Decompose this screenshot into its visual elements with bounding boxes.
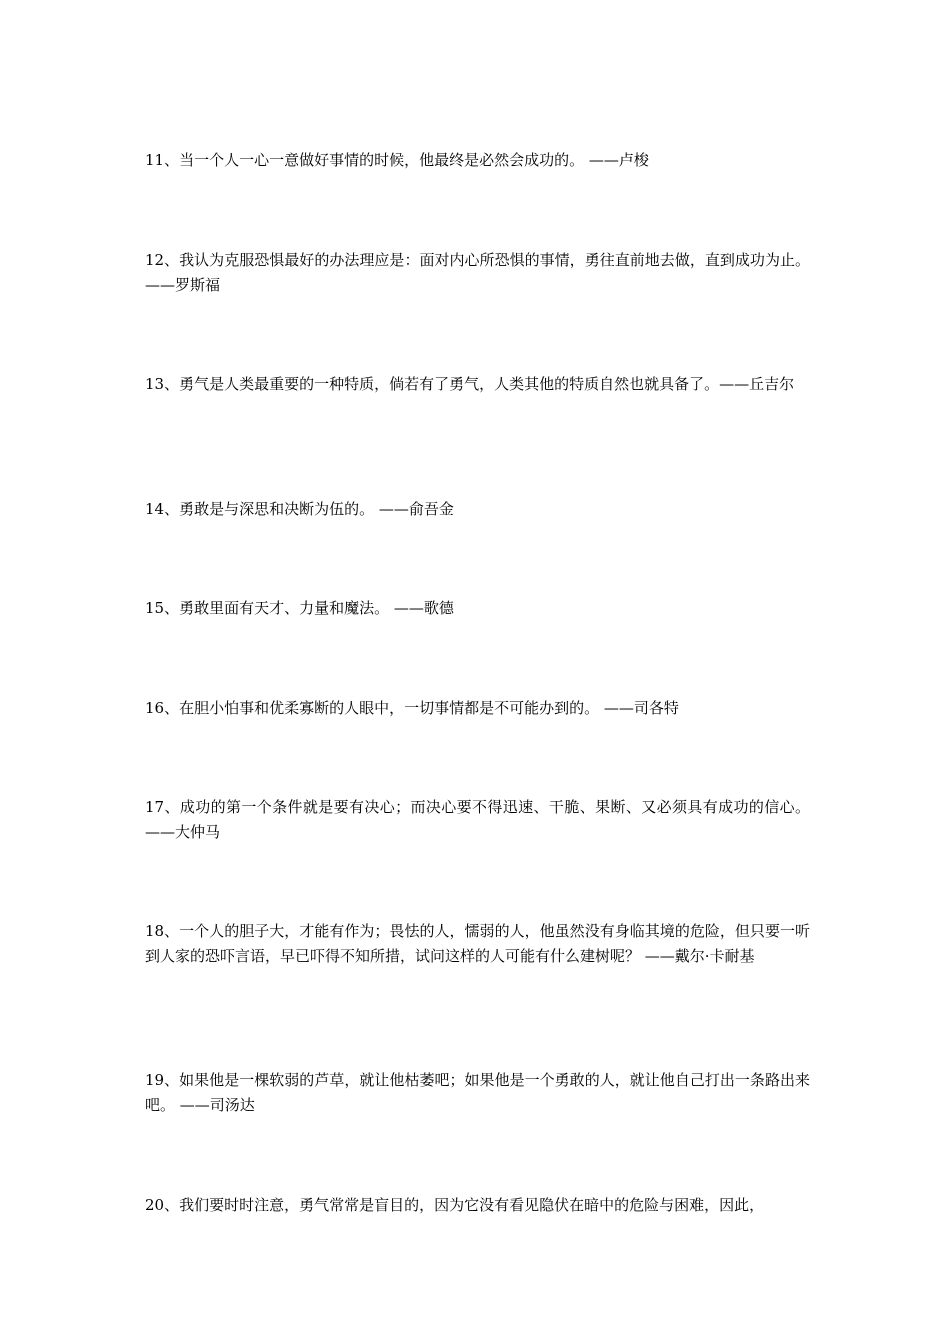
quote-13: 13、勇气是人类最重要的一种特质，倘若有了勇气，人类其他的特质自然也就具备了。——丘吉尔 [145,375,795,393]
quote-16: 16、在胆小怕事和优柔寡断的人眼中，一切事情都是不可能办到的。 ——司各特 [145,699,679,717]
quote-20: 20、我们要时时注意，勇气常常是盲目的，因为它没有看见隐伏在暗中的危险与困难，因此， [145,1196,765,1214]
quote-18: 18、一个人的胆子大，才能有作为；畏怯的人，懦弱的人，他虽然没有身临其境的危险，但只要一听到人家的恐吓言语，早已吓得不知所措，试问这样的人可能有什么建树呢？ ——戴尔·卡耐基 [145,922,810,965]
quote-19: 19、如果他是一棵软弱的芦草，就让他枯萎吧；如果他是一个勇敢的人，就让他自己打出一条路出来吧。 ——司汤达 [145,1071,810,1114]
quote-17: 17、成功的第一个条件就是要有决心；而决心要不得迅速、干脆、果断、又必须具有成功的信心。 ——大仲马 [145,798,810,841]
quote-14: 14、勇敢是与深思和决断为伍的。 ——俞吾金 [145,500,454,518]
quote-12: 12、我认为克服恐惧最好的办法理应是：面对内心所恐惧的事情，勇往直前地去做，直到成功为止。 ——罗斯福 [145,251,810,294]
quote-15: 15、勇敢里面有天才、力量和魔法。 ——歌德 [145,599,454,617]
quote-11: 11、当一个人一心一意做好事情的时候，他最终是必然会成功的。 ——卢梭 [145,151,649,169]
